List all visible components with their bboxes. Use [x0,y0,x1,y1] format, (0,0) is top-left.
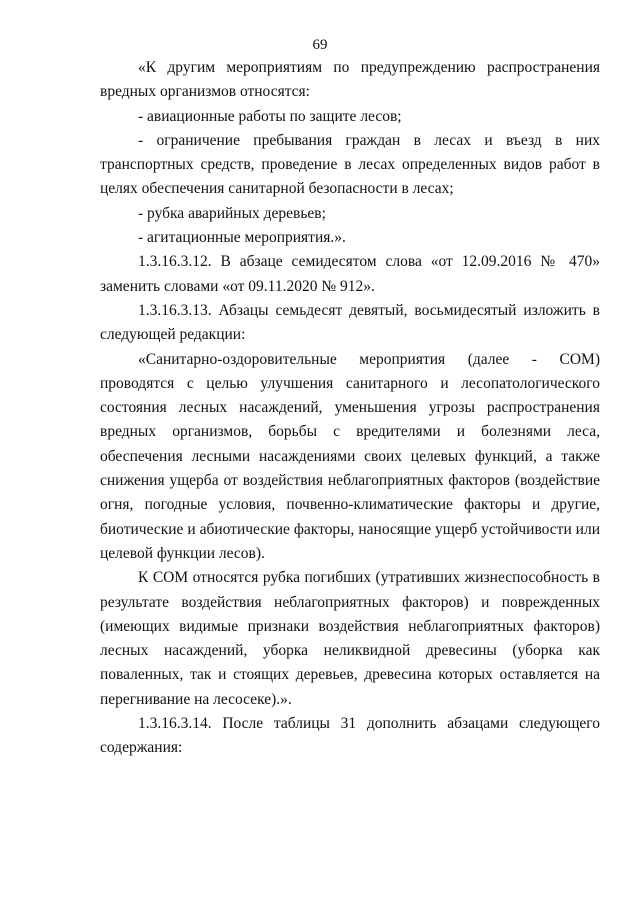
list-item: - агитационные мероприятия.». [138,229,346,247]
paragraph: «Санитарно-оздоровительные мероприятия (далее - СОМ) проводятся с целью улучшения санитарного и лесопатологического состояния лесных насаждений, уменьшения угрозы распространения вредных организмов, борьбы с вредителями и болезнями леса, обеспечения лесными насаждениями своих целевых функций, а также снижения ущерба от воздействия неблагоприятных факторов (воздействие огня, погодные условия, почвенно-климатические факторы и другие, биотические и абиотические факторы, наносящие ущерб устойчивости или целевой функции лесов). [100,350,600,562]
paragraph: 1.3.16.3.12. В абзаце семидесятом слова «от 12.09.2016 № 470» заменить словами «от 09.11.2020 № 912». [100,253,600,295]
paragraph: 1.3.16.3.13. Абзацы семьдесят девятый, восьмидесятый изложить в следующей редакции: [100,301,600,344]
list-item: - рубка аварийных деревьев; [138,204,326,222]
document-body [100,56,600,761]
page-number: 69 [312,37,328,53]
paragraph: К СОМ относятся рубка погибших (утративших жизнеспособность в результате воздействия неблагоприятных факторов) и поврежденных (имеющих видимые признаки воздействия неблагоприятных факторов) лесных насаждений, уборка неликвидной древесины (уборка как поваленных, так и стоящих деревьев, древесина которых оставляется на перегнивание на лесосеке).». [100,569,600,708]
list-item: - ограничение пребывания граждан в лесах и въезд в них транспортных средств, проведение в лесах определенных видов работ в целях обеспечения санитарной безопасности в лесах; [100,131,600,198]
list-item: - авиационные работы по защите лесов; [138,107,402,125]
paragraph: 1.3.16.3.14. После таблицы 31 дополнить абзацами следующего содержания: [100,715,600,757]
paragraph: «К другим мероприятиям по предупреждению распространения вредных организмов относятся: [100,59,600,101]
